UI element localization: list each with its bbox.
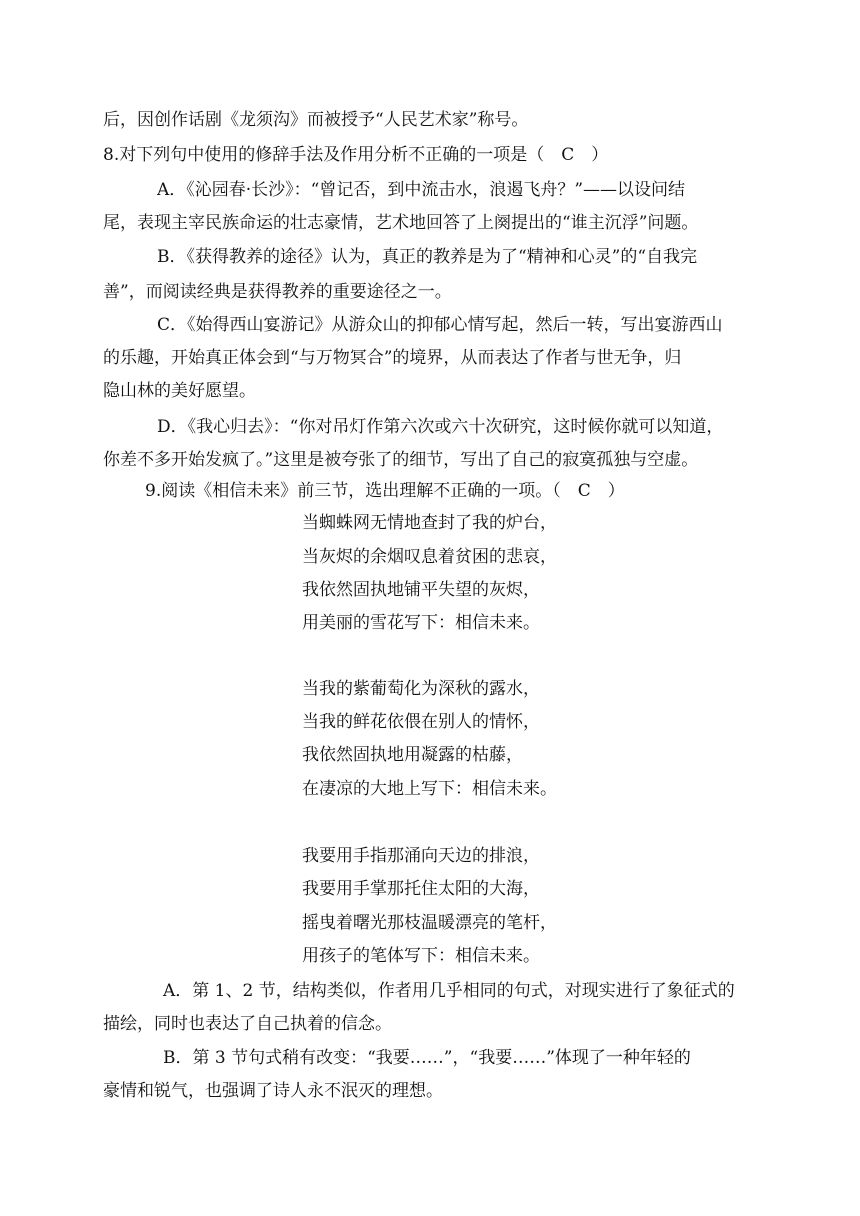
q9-option-b-line-2: 豪情和锐气，也强调了诗人永不泯灭的理想。 — [103, 1081, 443, 1101]
poem-stanza-2-line-1: 当我的紫葡萄化为深秋的露水， — [302, 679, 540, 699]
q9-option-b-line-1: B．第 3 节句式稍有改变：“我要……”，“我要……”体现了一种年轻的 — [163, 1048, 691, 1068]
q8-option-b-line-2: 善”，而阅读经典是获得教养的重要途径之一。 — [103, 282, 452, 302]
poem-stanza-3-line-2: 我要用手掌那托住太阳的大海， — [302, 879, 540, 899]
q8-option-c-line-1: C．《始得西山宴游记》从游众山的抑郁心情写起，然后一转，写出宴游西山 — [157, 315, 723, 335]
poem-stanza-1-line-4: 用美丽的雪花写下：相信未来。 — [302, 613, 540, 633]
q8-option-c-line-2: 的乐趣，开始真正体会到“与万物冥合”的境界，从而表达了作者与世无争，归 — [103, 348, 682, 368]
q8-option-d-line-2: 你差不多开始发疯了。”这里是被夸张了的细节，写出了自己的寂寞孤独与空虚。 — [103, 450, 699, 470]
poem-stanza-2-line-3: 我依然固执地用凝露的枯藤， — [302, 745, 523, 765]
q9-option-a-line-1: A．第 1、2 节，结构类似，作者用几乎相同的句式，对现实进行了象征式的 — [163, 981, 735, 1001]
poem-stanza-3-line-4: 用孩子的笔体写下：相信未来。 — [302, 946, 540, 966]
intro-line: 后，因创作话剧《龙须沟》而被授予“人民艺术家”称号。 — [103, 110, 529, 130]
q8-option-c-line-3: 隐山林的美好愿望。 — [103, 381, 256, 401]
q9-option-a-line-2: 描绘，同时也表达了自己执着的信念。 — [103, 1014, 392, 1034]
q8-option-b-line-1: B．《获得教养的途径》认为，真正的教养是为了“精神和心灵”的“自我完 — [157, 247, 698, 267]
poem-stanza-1-line-3: 我依然固执地铺平失望的灰烬， — [302, 580, 540, 600]
poem-stanza-3-line-1: 我要用手指那涌向天边的排浪， — [302, 846, 540, 866]
poem-stanza-3-line-3: 摇曳着曙光那枝温暖漂亮的笔杆， — [302, 913, 557, 933]
poem-stanza-2-line-4: 在凄凉的大地上写下：相信未来。 — [302, 779, 557, 799]
poem-stanza-2-line-2: 当我的鲜花依偎在别人的情怀， — [302, 712, 540, 732]
q8-option-a-line-2: 尾，表现主宰民族命运的壮志豪情，艺术地回答了上阕提出的“谁主沉浮”问题。 — [103, 213, 699, 233]
q8-option-d-line-1: D．《我心归去》：“你对吊灯作第六次或六十次研究，这时候你就可以知道， — [157, 417, 724, 437]
question-9-stem: 9.阅读《相信未来》前三节，选出理解不正确的一项。（ C ） — [145, 481, 625, 501]
poem-stanza-1-line-1: 当蜘蛛网无情地查封了我的炉台， — [302, 513, 557, 533]
question-8-stem: 8.对下列句中使用的修辞手法及作用分析不正确的一项是（ C ） — [103, 145, 609, 165]
q8-option-a-line-1: A．《沁园春·长沙》：“曾记否，到中流击水，浪遏飞舟？”——以设问结 — [157, 180, 686, 200]
poem-stanza-1-line-2: 当灰烬的余烟叹息着贫困的悲哀， — [302, 547, 557, 567]
